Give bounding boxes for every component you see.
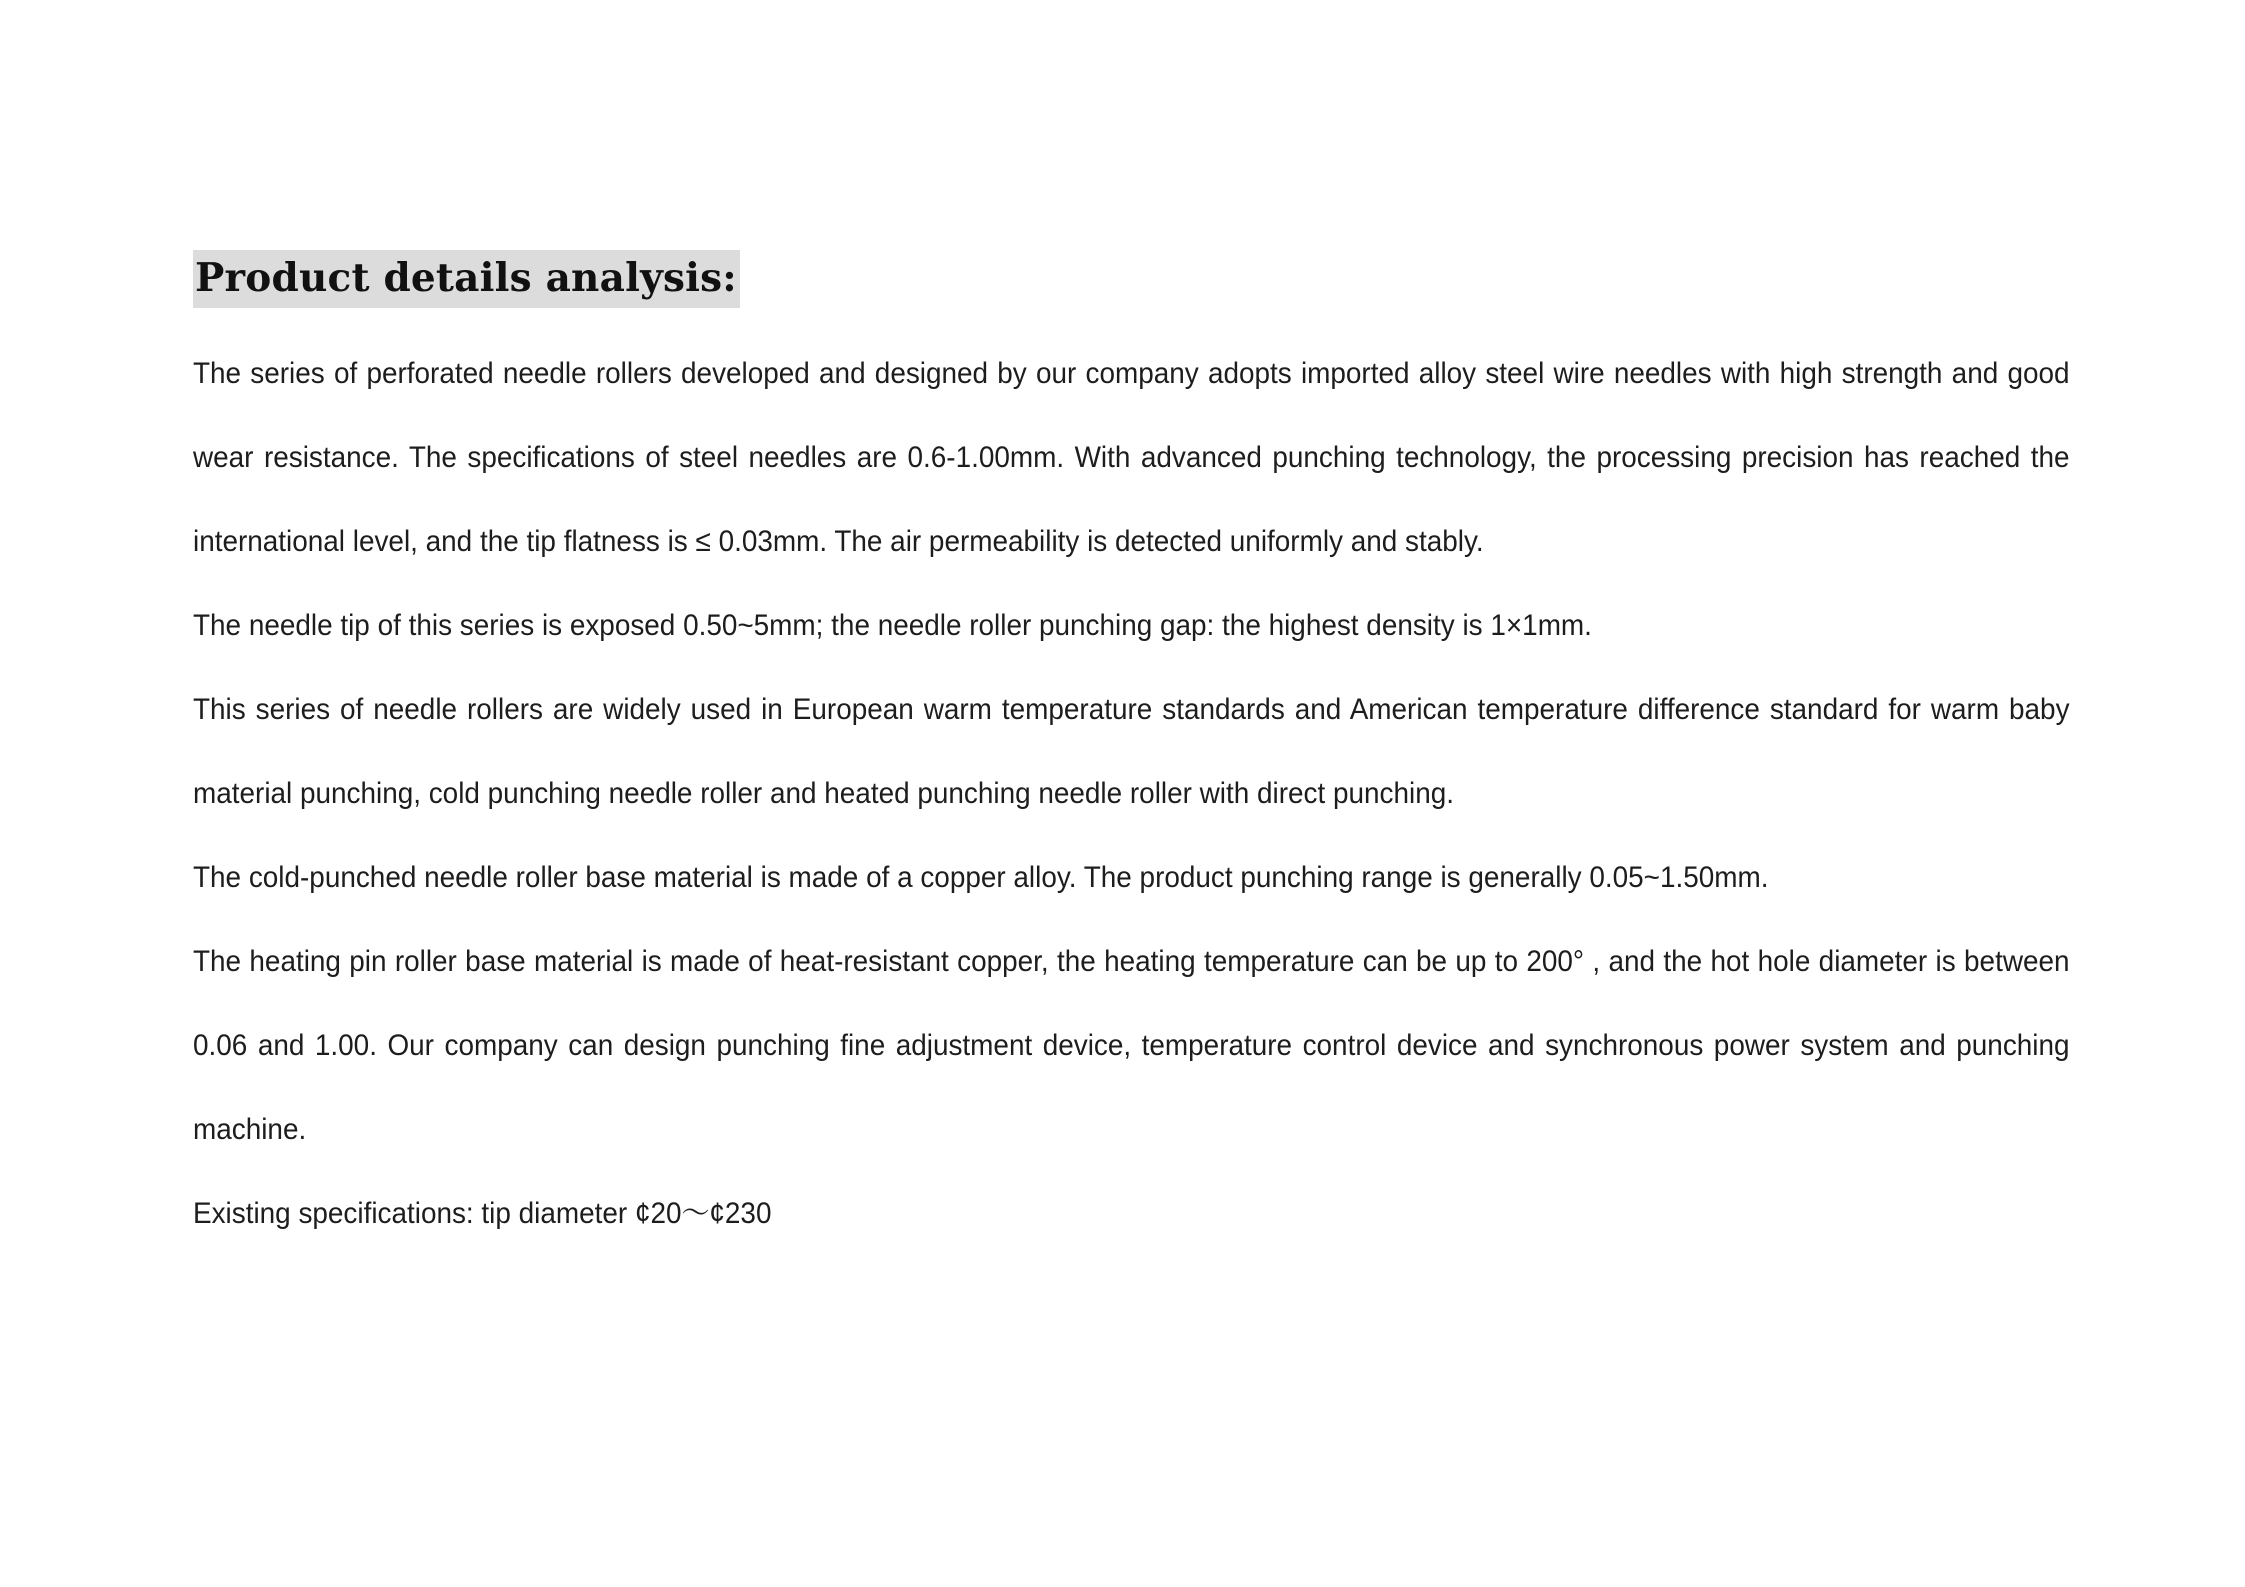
section-heading: Product details analysis: <box>195 255 737 301</box>
paragraph-needle-tip: The needle tip of this series is exposed 0.50~5mm; the needle roller punching gap: the highest density is 1×1mm. <box>193 609 1592 642</box>
document-page <box>193 250 2070 1256</box>
paragraph-applications: This series of needle rollers are widely used in European warm temperature standards and American temperature difference standard for warm baby material punching, cold punching needle roller and heated punching needle roller with direct punching. <box>193 693 2070 810</box>
paragraph-existing-specs: Existing specifications: tip diameter ¢20～¢230 <box>193 1197 772 1230</box>
heading-highlight <box>193 250 740 308</box>
paragraph-heating-pin: The heating pin roller base material is made of heat-resistant copper, the heating temperature can be up to 200° , and the hot hole diameter is between 0.06 and 1.00. Our company can design punching fine adjustment device, temperature control device and synchronous power system and punching machine. <box>193 945 2070 1146</box>
paragraph-needle-specs: The series of perforated needle rollers developed and designed by our company adopts imported alloy steel wire needles with high strength and good wear resistance. The specifications of steel needles are 0.6-1.00mm. With advanced punching technology, the processing precision has reached the international level, and the tip flatness is ≤ 0.03mm. The air permeability is detected uniformly and stably. <box>193 357 2070 558</box>
paragraph-cold-punched: The cold-punched needle roller base material is made of a copper alloy. The product punching range is generally 0.05~1.50mm. <box>193 861 1769 894</box>
